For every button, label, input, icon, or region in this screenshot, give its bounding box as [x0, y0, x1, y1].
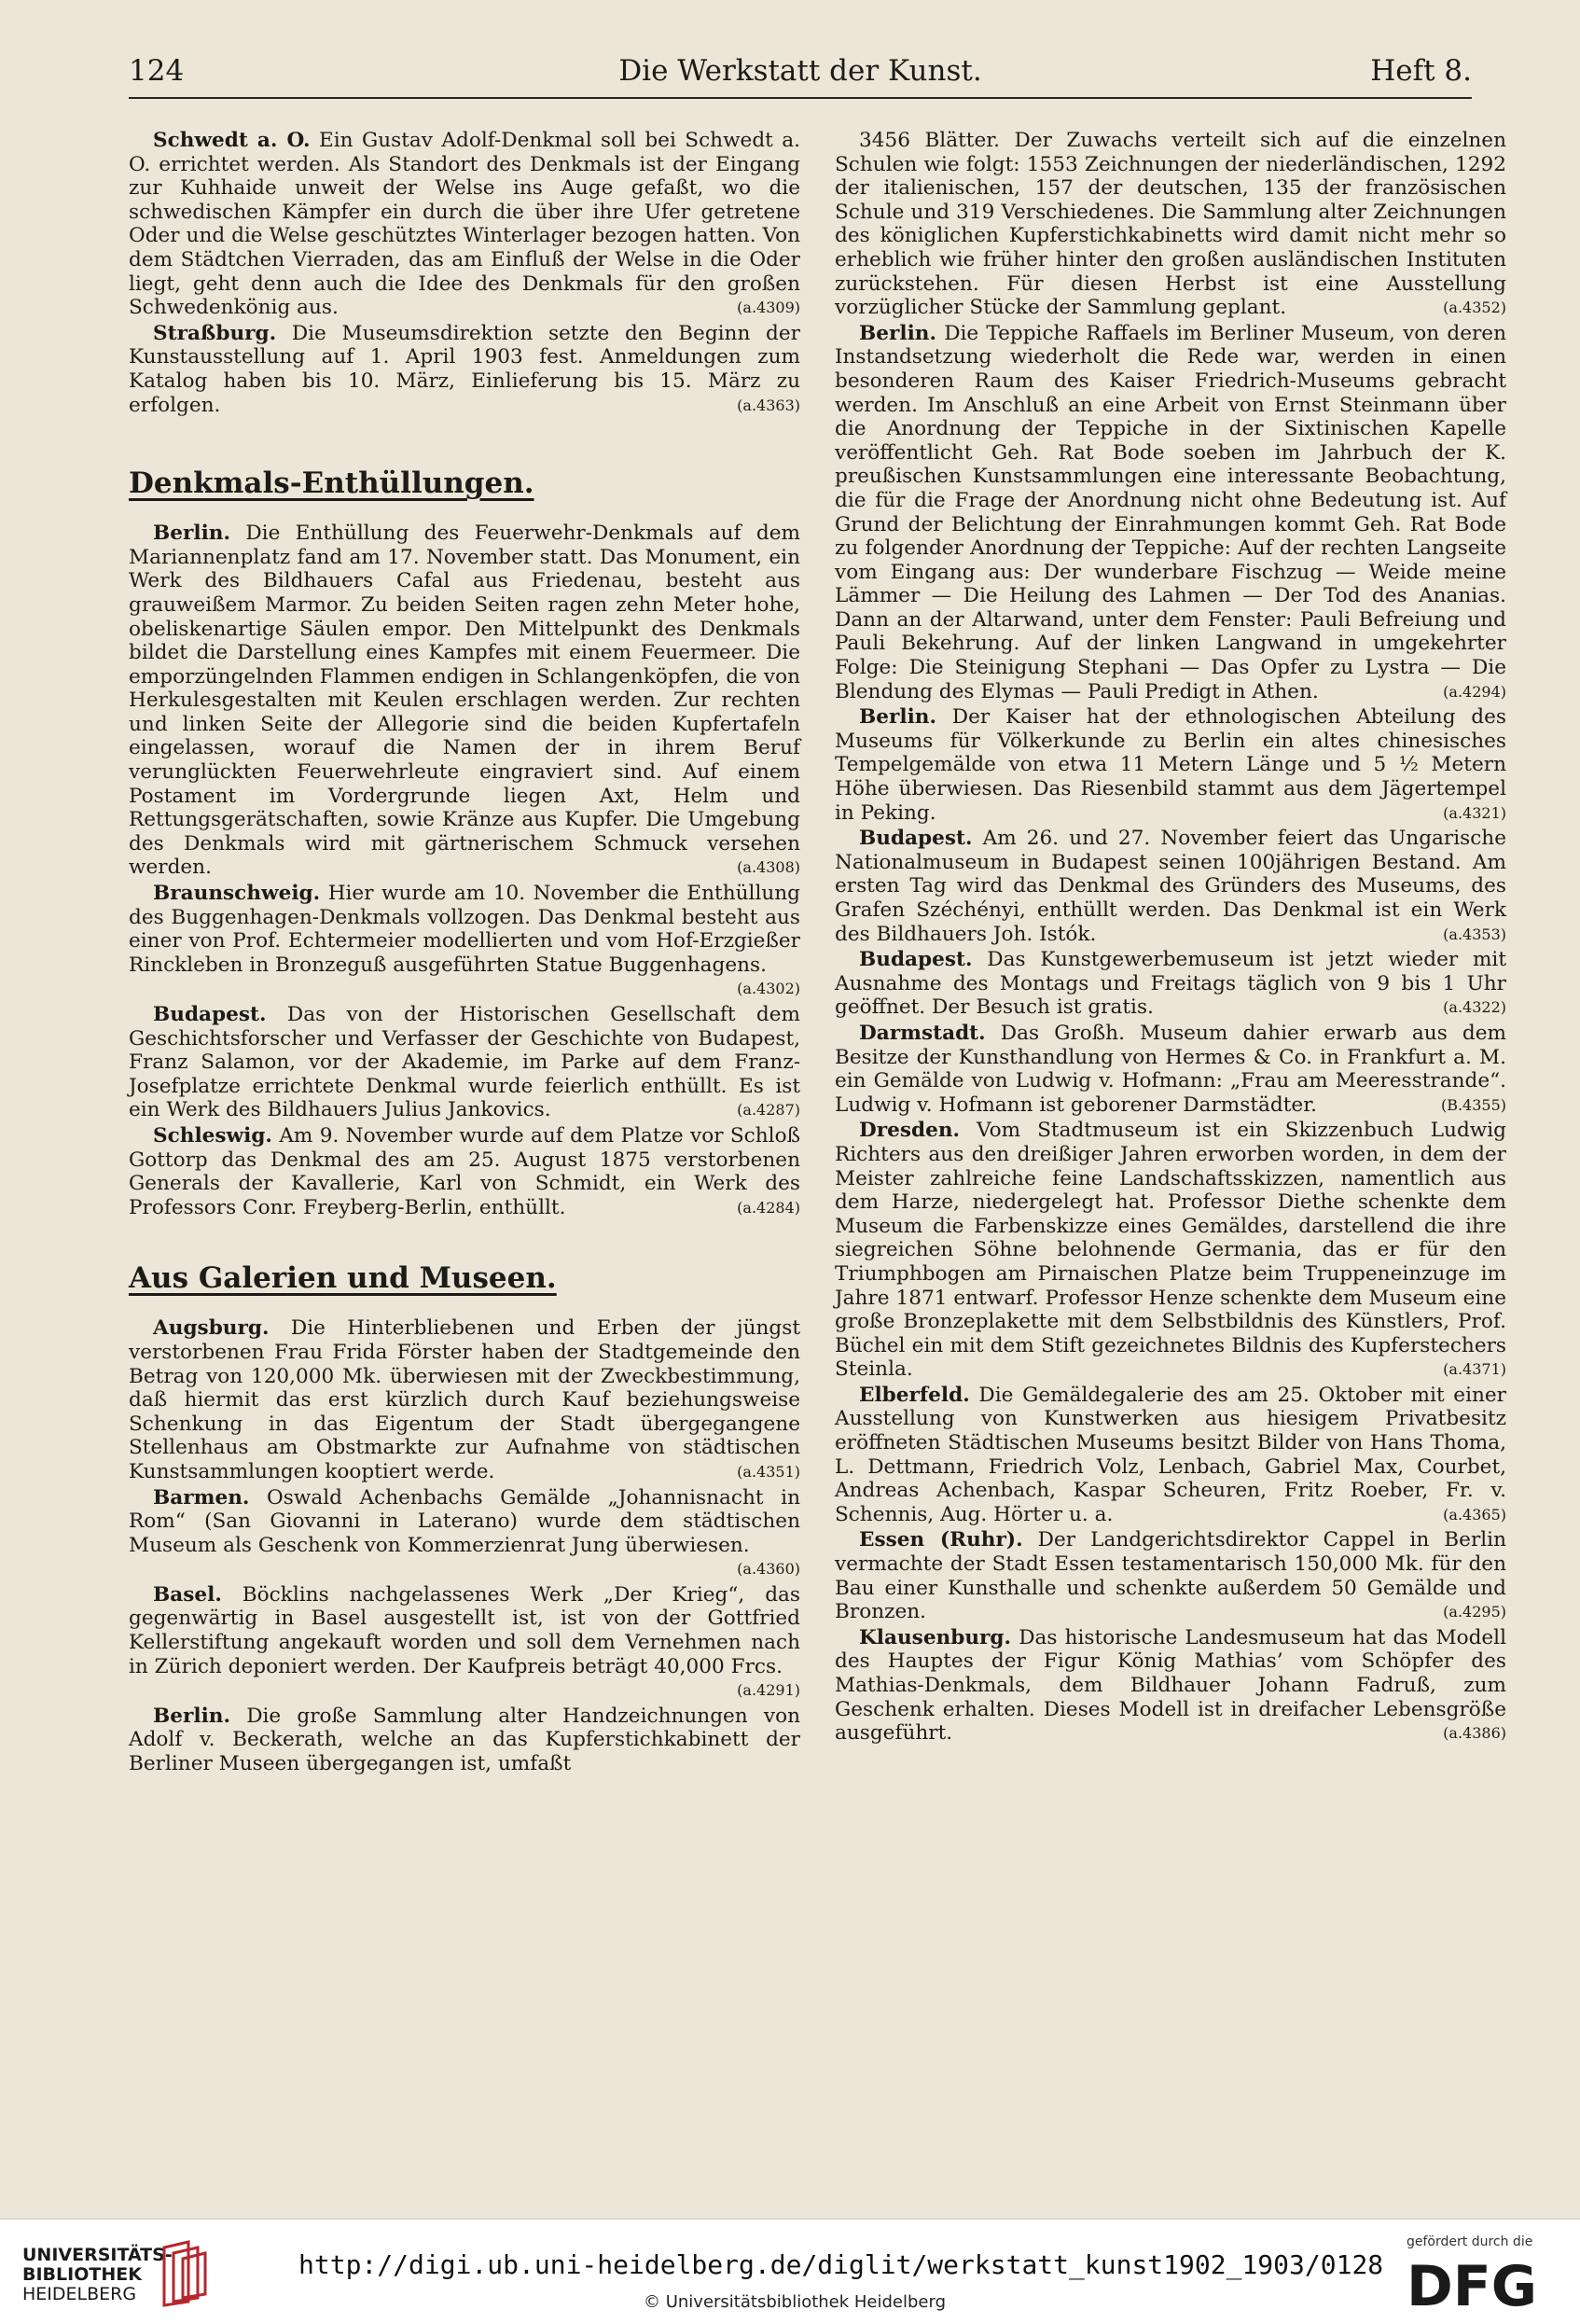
entry-reference: (a.4295) [1443, 1603, 1506, 1621]
news-entry [129, 1486, 800, 1581]
entry-reference: (a.4309) [737, 299, 800, 317]
entry-place: Braunschweig. [153, 882, 321, 906]
news-entry [129, 1003, 800, 1122]
entry-reference: (a.4322) [1443, 998, 1506, 1017]
entry-reference: (a.4360) [737, 1560, 800, 1579]
entry-place: Budapest. [153, 1003, 267, 1026]
entry-text: Oswald Achenbachs Gemälde „Johannisnacht in Rom“ (San Giovanni in Laterano) wurde dem städtischen Museum als Geschenk von Kommerzienrat Jung überwiesen. [129, 1485, 800, 1557]
entry-reference: (a.4302) [737, 980, 800, 998]
entry-text: Hier wurde am 10. November die Enthüllung des Buggenhagen-Denkmals vollzogen. Das Denkmal besteht aus einer von Prof. Echtermeier modellierten und vom Hof-Erzgießer Rinckleben in Bronzeguß ausgeführten Statue Buggenhagens. [129, 882, 800, 977]
issue-number: Heft 8. [1370, 54, 1472, 88]
funder-label: gefördert durch die [1407, 2234, 1533, 2249]
news-entry [835, 129, 1506, 320]
entry-place: Budapest. [859, 827, 973, 851]
entry-reference: (a.4291) [737, 1681, 800, 1700]
entry-place: Schleswig. [153, 1123, 272, 1148]
news-entry [835, 1626, 1506, 1746]
news-entry [835, 1119, 1506, 1382]
entry-place: Budapest. [859, 948, 973, 972]
entry-text: Das von der Historischen Gesellschaft dem Geschichtsforscher und Verfasser der Geschichte von Budapest, Franz Salamon, vor der Akademie, im Parke auf dem Franz-Josefplatze errichtete Denkmal wurde feierlich enthüllt. Es ist ein Werk des Bildhauers Julius Jankovics. [129, 1003, 800, 1122]
news-entry [835, 1022, 1506, 1117]
entry-text: 3456 Blätter. Der Zuwachs verteilt sich auf die einzelnen Schulen wie folgt: 1553 Zeichnungen der niederländischen, 1292 der italienischen, 157 der deutschen, 135 der französischen Schule und 319 Verschiedenes. Die Sammlung alter Zeichnungen des königlichen Kupferstichkabinetts wird damit nicht mehr so erheblich wie früher hinter den großen ausländischen Instituten zurückstehen. Für diesen Herbst ist eine Ausstellung vorzüglicher Stücke der Sammlung geplant. [835, 129, 1506, 320]
entry-place: Berlin. [859, 705, 936, 730]
entry-reference: (a.4287) [737, 1101, 800, 1120]
entry-text: Die große Sammlung alter Handzeichnungen von Adolf v. Beckerath, welche an das Kupferstichkabinett der Berliner Museen übergegangen ist, umfaßt [129, 1704, 800, 1776]
footer-bar [0, 2219, 1580, 2324]
library-logo-icon [160, 2240, 207, 2307]
entry-text: Die Hinterbliebenen und Erben der jüngst verstorbenen Frau Frida Förster haben der Stadtgemeinde den Betrag von 120,000 Mk. überwiesen mit der Zweckbestimmung, daß hiermit das erst kürzlich durch Kauf beziehungsweise Schenkung in das Eigentum der Stadt übergegangene Stellenhaus am Obstmarkte zur Aufnahme von städtischen Kunstsammlungen kooptiert werde. [129, 1316, 800, 1483]
right-column [835, 129, 1506, 1747]
dfg-logo-icon [1407, 2255, 1546, 2311]
entry-reference: (a.4371) [1443, 1360, 1506, 1379]
entry-reference: (a.4294) [1443, 682, 1506, 701]
entry-place: Darmstadt. [859, 1021, 986, 1045]
entry-text: Das Kunstgewerbemuseum ist jetzt wieder mit Ausnahme des Montags und Freitags täglich von 9 bis 1 Uhr geöffnet. Der Besuch ist gratis. [835, 948, 1506, 1020]
entry-text: Der Kaiser hat der ethnologischen Abteilung des Museums für Völkerkunde zu Berlin ein altes chinesisches Tempelgemälde von etwa 11 Metern Länge und 5 ½ Metern Höhe überwiesen. Das Riesenbild stammt aus dem Jägertempel in Peking. [835, 705, 1506, 825]
entry-text: Das Großh. Museum dahier erwarb aus dem Besitze der Kunsthandlung von Hermes & Co. in Frankfurt a. M. ein Gemälde von Ludwig v. Hofmann: „Frau am Meeresstrande“. Ludwig v. Hofmann ist geborener Darmstädter. [835, 1021, 1506, 1117]
entry-text: Ein Gustav Adolf-Denkmal soll bei Schwedt a. O. errichtet werden. Als Standort des Denkmals ist der Eingang zur Kuhhaide unweit der Welse ins Auge gefaßt, wo die schwedischen Kämpfer ein durch die über ihre Ufer getretene Oder und die Welse geschütztes Winterlager bezogen hatten. Von dem Städtchen Vierraden, das am Einfluß der Welse in die Oder liegt, geht denn auch die Idee des Denkmals für den großen Schwedenkönig aus. [129, 129, 801, 320]
page-number: 124 [129, 54, 185, 88]
entry-place: Barmen. [153, 1485, 250, 1510]
section-heading: Denkmals-Enthüllungen. [129, 466, 534, 501]
entry-reference: (a.4386) [1443, 1724, 1506, 1743]
entry-text: Vom Stadtmuseum ist ein Skizzenbuch Ludwig Richters aus den dreißiger Jahren erworben worden, in dem der Meister zahlreiche feine Landschaftsskizzen, namentlich aus dem Harze, niedergelegt hat. Professor Diethe schenkte dem Museum die Farbenskizze eines Gemäldes, darstellend die ihre siegreichen Söhne belohnende Germania, das er für den Triumphbogen am Pirnaischen Platze beim Truppeneinzuge im Jahre 1871 entwarf. Professor Henze schenkte dem Museum eine große Bronzeplakette mit dem Selbstbildnis des Künstlers, Prof. Büchel ein mit dem Stift gezeichnetes Bildnis des Kupferstechers Steinla. [835, 1119, 1506, 1382]
news-entry [129, 1583, 800, 1703]
entry-text: Die Gemäldegalerie des am 25. Oktober mit einer Ausstellung von Kunstwerken aus hiesigem Privatbesitz eröffneten Städtischen Museums besitzt Bilder von Hans Thoma, L. Dettmann, Friedrich Volz, Lenbach, Gabriel Max, Courbet, Andreas Achenbach, Kaspar Scheuren, Fritz Roeber, Fr. v. Schennis, Aug. Hörter u. a. [835, 1383, 1506, 1526]
header-rule [129, 97, 1472, 99]
entry-reference: (a.4308) [737, 858, 800, 877]
entry-place: Dresden. [859, 1119, 961, 1143]
news-entry [129, 1124, 800, 1219]
entry-reference: (a.4353) [1443, 925, 1506, 943]
library-name-line: UNIVERSITÄTS- [22, 2245, 173, 2265]
entry-text: Der Landgerichtsdirektor Cappel in Berlin vermachte der Stadt Essen testamentarisch 150,000 Mk. für den Bau einer Kunsthalle und schenkte außerdem 50 Gemälde und Bronzen. [835, 1528, 1506, 1624]
entry-place: Essen (Ruhr). [859, 1528, 1023, 1552]
entry-reference: (a.4352) [1443, 299, 1506, 317]
entry-place: Straßburg. [153, 321, 277, 345]
section-heading: Aus Galerien und Museen. [129, 1261, 557, 1296]
entry-text: Die Museumsdirektion setzte den Beginn der Kunstausstellung auf 1. April 1903 fest. Anmeldungen zum Katalog haben bis 10. März, Einlieferung bis 15. März zu erfolgen. [129, 321, 800, 417]
entry-text: Die Enthüllung des Feuerwehr-Denkmals auf dem Mariannenplatz fand am 17. November statt. Das Monument, ein Werk des Bildhauers Cafal aus Friedenau, besteht aus grauweißem Marmor. Zu beiden Seiten ragen zehn Meter hohe, obeliskenartige Säulen empor. Den Mittelpunkt des Denkmals bildet die Darstellung eines Kampfes mit einem Feuermeer. Die emporzüngelnden Flammen endigen in Schlangenköpfen, die von Herkulesgestalten mit Keulen erschlagen werden. Zur rechten und linken Seite der Allegorie sind die beiden Kupfertafeln eingelassen, worauf die Namen der in ihrem Beruf verunglückten Feuerwehrleute eingraviert sind. Auf einem Postament im Vordergrunde liegen Axt, Helm und Rettungsgerätschaften, sowie Kränze aus Kupfer. Die Umgebung des Denkmals wird mit gärtnerischem Schmuck versehen werden. [129, 522, 800, 880]
news-entry [129, 129, 800, 320]
news-entry [835, 705, 1506, 825]
entry-reference: (B.4355) [1440, 1095, 1506, 1114]
news-entry [129, 322, 800, 417]
news-entry [129, 1705, 800, 1776]
entry-reference: (a.4365) [1443, 1505, 1506, 1524]
entry-text: Die Teppiche Raffaels im Berliner Museum, von deren Instandsetzung wiederholt die Rede war, werden in einen besonderen Raum des Kaiser Friedrich-Museums gebracht werden. Im Anschluß an eine Arbeit von Ernst Steinmann über die Anordnung der Teppiche in der Sixtinischen Kapelle veröffentlicht Geh. Rat Bode soeben im Jahrbuch der K. preußischen Kunstsammlungen eine interessante Beobachtung, die für die Frage der Anordnung nicht ohne Bedeutung ist. Auf Grund der Belichtung der Einrahmungen kommt Geh. Rat Bode zu folgender Anordnung der Teppiche: Auf der rechten Langseite vom Eingang aus: Der wunderbare Fischzug — Weide meine Lämmer — Die Heilung des Lahmen — Der Tod des Ananias. Dann an der Altarwand, unter dem Fenster: Pauli Befreiung und Pauli Bekehrung. Auf der linken Langwand in umgekehrter Folge: Die Steinigung Stephani — Das Opfer zu Lystra — Die Blendung des Elymas — Pauli Predigt in Athen. [835, 321, 1506, 703]
entry-place: Schwedt a. O. [153, 129, 311, 152]
page-header [129, 54, 1472, 97]
running-title: Die Werkstatt der Kunst. [618, 54, 982, 88]
library-name-line: BIBLIOTHEK [22, 2264, 142, 2285]
entry-place: Berlin. [153, 522, 230, 546]
entry-place: Elberfeld. [859, 1383, 970, 1407]
entry-place: Basel. [153, 1582, 222, 1607]
permalink-url[interactable]: http://digi.ub.uni-heidelberg.de/diglit/werkstatt_kunst1902_1903/0128 [298, 2249, 1384, 2280]
entry-place: Berlin. [153, 1704, 230, 1728]
library-name [22, 2246, 173, 2304]
news-entry [835, 1528, 1506, 1623]
entry-reference: (a.4284) [737, 1198, 800, 1217]
entry-place: Berlin. [859, 321, 936, 345]
entry-reference: (a.4321) [1443, 803, 1506, 822]
news-entry [129, 882, 800, 1001]
entry-place: Klausenburg. [859, 1625, 1012, 1649]
news-entry [835, 322, 1506, 704]
copyright-notice: © Universitätsbibliothek Heidelberg [644, 2292, 947, 2312]
news-entry [129, 1316, 800, 1483]
funder-logo-text: DFG [1407, 2255, 1538, 2311]
left-column [129, 129, 800, 1778]
entry-text: Das historische Landesmuseum hat das Modell des Hauptes der Figur König Mathias’ vom Schöpfer des Mathias-Denkmals, dem Bildhauer Johann Fadruß, zum Geschenk erhalten. Dieses Modell ist in dreifacher Lebensgröße ausgeführt. [835, 1625, 1506, 1746]
entry-text: Am 26. und 27. November feiert das Ungarische Nationalmuseum in Budapest seinen 100jährigen Bestand. Am ersten Tag wird das Denkmal des Gründers des Museums, des Grafen Széchényi, enthüllt werden. Das Denkmal ist ein Werk des Bildhauers Joh. Istók. [835, 827, 1506, 946]
entry-reference: (a.4363) [737, 396, 800, 414]
entry-text: Böcklins nachgelassenes Werk „Der Krieg“, das gegenwärtig in Basel ausgestellt ist, ist von der Gottfried Kellerstiftung angekauft worden und soll dem Vernehmen nach in Zürich deponiert werden. Der Kaufpreis beträgt 40,000 Frcs. [129, 1582, 800, 1678]
entry-text: Am 9. November wurde auf dem Platze vor Schloß Gottorp das Denkmal des am 25. August 1875 verstorbenen Generals der Kavallerie, Karl von Schmidt, ein Werk des Professors Conr. Freyberg-Berlin, enthüllt. [129, 1123, 800, 1219]
news-entry [835, 1384, 1506, 1527]
news-entry [835, 827, 1506, 946]
news-entry [835, 948, 1506, 1020]
library-name-line: HEIDELBERG [22, 2284, 137, 2304]
entry-reference: (a.4351) [737, 1462, 800, 1481]
entry-place: Augsburg. [153, 1316, 270, 1341]
news-entry [129, 522, 800, 880]
